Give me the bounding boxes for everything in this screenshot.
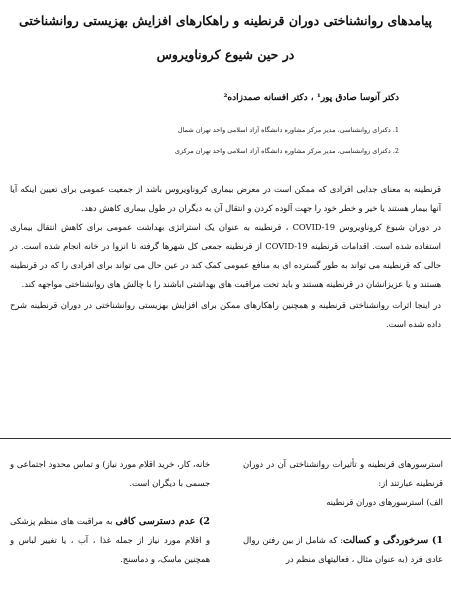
stressor-1-heading: 1) سرخوردگی و کسالت [342,535,443,546]
body-column-right [243,455,443,569]
paper-title [10,4,441,72]
authors: دکتر آنوسا صادق پور¹ ، دکتر افسانه صمدزاده² [223,93,399,103]
section-divider [0,438,451,439]
left-col-paragraph-1: خانه، کار، خرید اقلام مورد نیاز) و تماس محدود اجتماعی و جسمی با دیگران است. [10,459,210,488]
stressor-1-text: : که شامل از بین رفتن روال عادی فرد (به عنوان مثال ، فعالیتهای منظم در [243,535,443,564]
affiliation-2: 2. دکترای روانشناسی، مدیر مرکز مشاوره دانشگاه آزاد اسلامی واحد تهران مرکزی [174,147,399,155]
stressor-2-text: به مراقبت های منظم پزشکی و اقلام مورد نیاز از جمله غذا ، آب ، یا تغییر لباس و همچنین ماسک، و دماسنج. [10,516,210,564]
right-col-paragraph-1: استرسورهای قرنطینه و تأثیرات روانشناختی آن در دوران قرنطینه عبارتند از: [243,459,443,488]
abstract-paragraph-1: قرنطینه به معنای جدایی افرادی که ممکن است در معرض بیماری کروناویروس باشد از جمعیت عمومی برای تعیین اینکه آیا آنها بیمار هستند یا خیر و خطر خود را جهت آلوده کردن و انتقال آن به دیگران در طول بیماری کاهش دهد. [10,184,441,213]
abstract-paragraph-2: در دوران شیوع کروناویروس COVID-19 ، قرنطینه به عنوان یک استراتژی بهداشت عمومی برای کاهش انتقال بیماری استفاده شده است. اقدامات قرنطینه COVID-19 از قرنطینه جمعی کل شهرها گرفته تا انزوا در خانه انجام شده است. در حالی که قرنطینه می تواند به طور گسترده ای به منافع عمومی کمک کند در عین حال می تواند برای افرادی را که در قرنطینه هستند و یا عزیزانشان در قرنطینه هستند و باید تحت مراقبت های بهداشتی اباشند را با چالش های روانشناختی مواجهه کند. [10,222,441,289]
right-col-paragraph-3 [243,531,443,569]
body-column-left [10,455,210,569]
affiliation-1: 1. دکترای روانشناسی، مدیر مرکز مشاوره دانشگاه آزاد اسلامی واحد تهران شمال [177,126,399,134]
stressor-2-heading: 2) عدم دسترسی کافی [115,516,210,527]
abstract-paragraph-3: در اینجا اثرات روانشناختی قرنطینه و همچنین راهکارهای ممکن برای افزایش بهزیستی روانشناختی در دوران قرنطینه شرح داده شده است. [10,300,441,329]
title-line-1: پیامدهای روانشناختی دوران قرنطینه و راهکارهای افزایش بهزیستی روانشناختی [18,13,433,28]
right-col-paragraph-2: الف) استرسورهای دوران قرنطینه [326,497,443,507]
abstract [10,180,441,334]
left-col-paragraph-2 [10,512,210,569]
title-line-2: در حین شیوع کروناویروس [156,47,295,62]
